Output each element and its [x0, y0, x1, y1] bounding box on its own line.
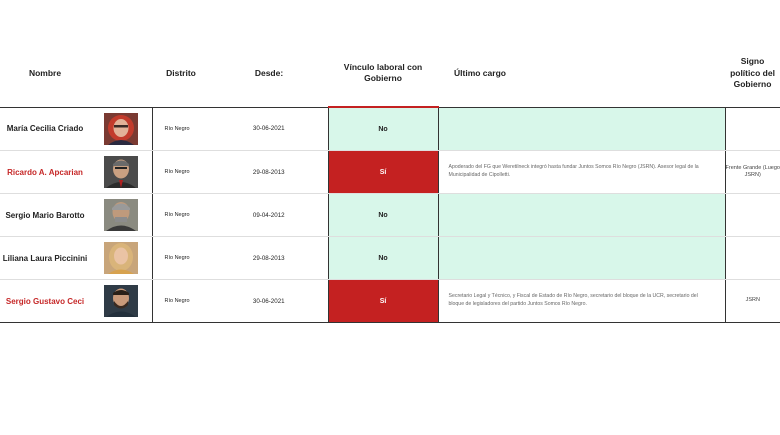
cell-desde: 30-06-2021: [210, 280, 328, 323]
cell-foto: [90, 107, 152, 151]
cell-foto: [90, 151, 152, 194]
cell-ultimo-cargo: Apoderado del FG que Weretilneck integró hasta fundar Juntos Somos Río Negro (JSRN). Asesor legal de la Municipalidad de Cipolletti.: [438, 151, 725, 194]
header-ultimo-cargo[interactable]: Último cargo: [438, 40, 605, 107]
header-distrito[interactable]: Distrito: [152, 40, 210, 107]
cell-distrito: Río Negro: [152, 107, 210, 151]
cell-desde: 09-04-2012: [210, 194, 328, 237]
judges-table-container: [0, 40, 780, 323]
header-vinculo[interactable]: Vínculo laboral con Gobierno: [328, 40, 438, 107]
cell-signo: [725, 237, 780, 280]
cell-nombre: Ricardo A. Apcarian: [0, 151, 90, 194]
cell-signo: JSRN: [725, 280, 780, 323]
cell-signo: [725, 194, 780, 237]
table-row: [0, 194, 780, 237]
avatar: [104, 199, 138, 231]
cell-desde: 29-08-2013: [210, 151, 328, 194]
avatar: [104, 242, 138, 274]
cell-foto: [90, 280, 152, 323]
cell-vinculo: Sí: [328, 151, 438, 194]
table-row: [0, 237, 780, 280]
cell-distrito: Río Negro: [152, 280, 210, 323]
cell-distrito: Río Negro: [152, 151, 210, 194]
cell-distrito: Río Negro: [152, 237, 210, 280]
cell-nombre: María Cecilia Criado: [0, 107, 90, 151]
header-nombre[interactable]: Nombre: [0, 40, 90, 107]
cell-nombre: Sergio Gustavo Ceci: [0, 280, 90, 323]
avatar: [104, 285, 138, 317]
header-desde[interactable]: Desde:: [210, 40, 328, 107]
cell-signo: [725, 107, 780, 151]
cell-desde: 29-08-2013: [210, 237, 328, 280]
avatar: [104, 156, 138, 188]
avatar: [104, 113, 138, 145]
cell-vinculo: No: [328, 194, 438, 237]
cell-vinculo: No: [328, 237, 438, 280]
cell-ultimo-cargo: [438, 194, 725, 237]
cell-foto: [90, 237, 152, 280]
header-spacer: [605, 40, 725, 107]
header-signo[interactable]: Signo político del Gobierno: [725, 40, 780, 107]
cell-vinculo: No: [328, 107, 438, 151]
table-row: [0, 107, 780, 151]
cell-distrito: Río Negro: [152, 194, 210, 237]
cell-nombre: Liliana Laura Piccinini: [0, 237, 90, 280]
cell-vinculo: Sí: [328, 280, 438, 323]
cell-ultimo-cargo: [438, 237, 725, 280]
header-foto: [90, 40, 152, 107]
cell-foto: [90, 194, 152, 237]
cell-signo: Frente Grande (Luego JSRN): [725, 151, 780, 194]
table-row: [0, 151, 780, 194]
cell-desde: 30-06-2021: [210, 107, 328, 151]
cell-ultimo-cargo: Secretario Legal y Técnico, y Fiscal de Estado de Río Negro, secretario del bloque de la UCR, secretario del bloque de legisladores del partido Juntos Somos Río Negro.: [438, 280, 725, 323]
cell-nombre: Sergio Mario Barotto: [0, 194, 90, 237]
judges-table: [0, 40, 780, 323]
cell-ultimo-cargo: [438, 107, 725, 151]
table-row: [0, 280, 780, 323]
table-header-row: [0, 40, 780, 107]
